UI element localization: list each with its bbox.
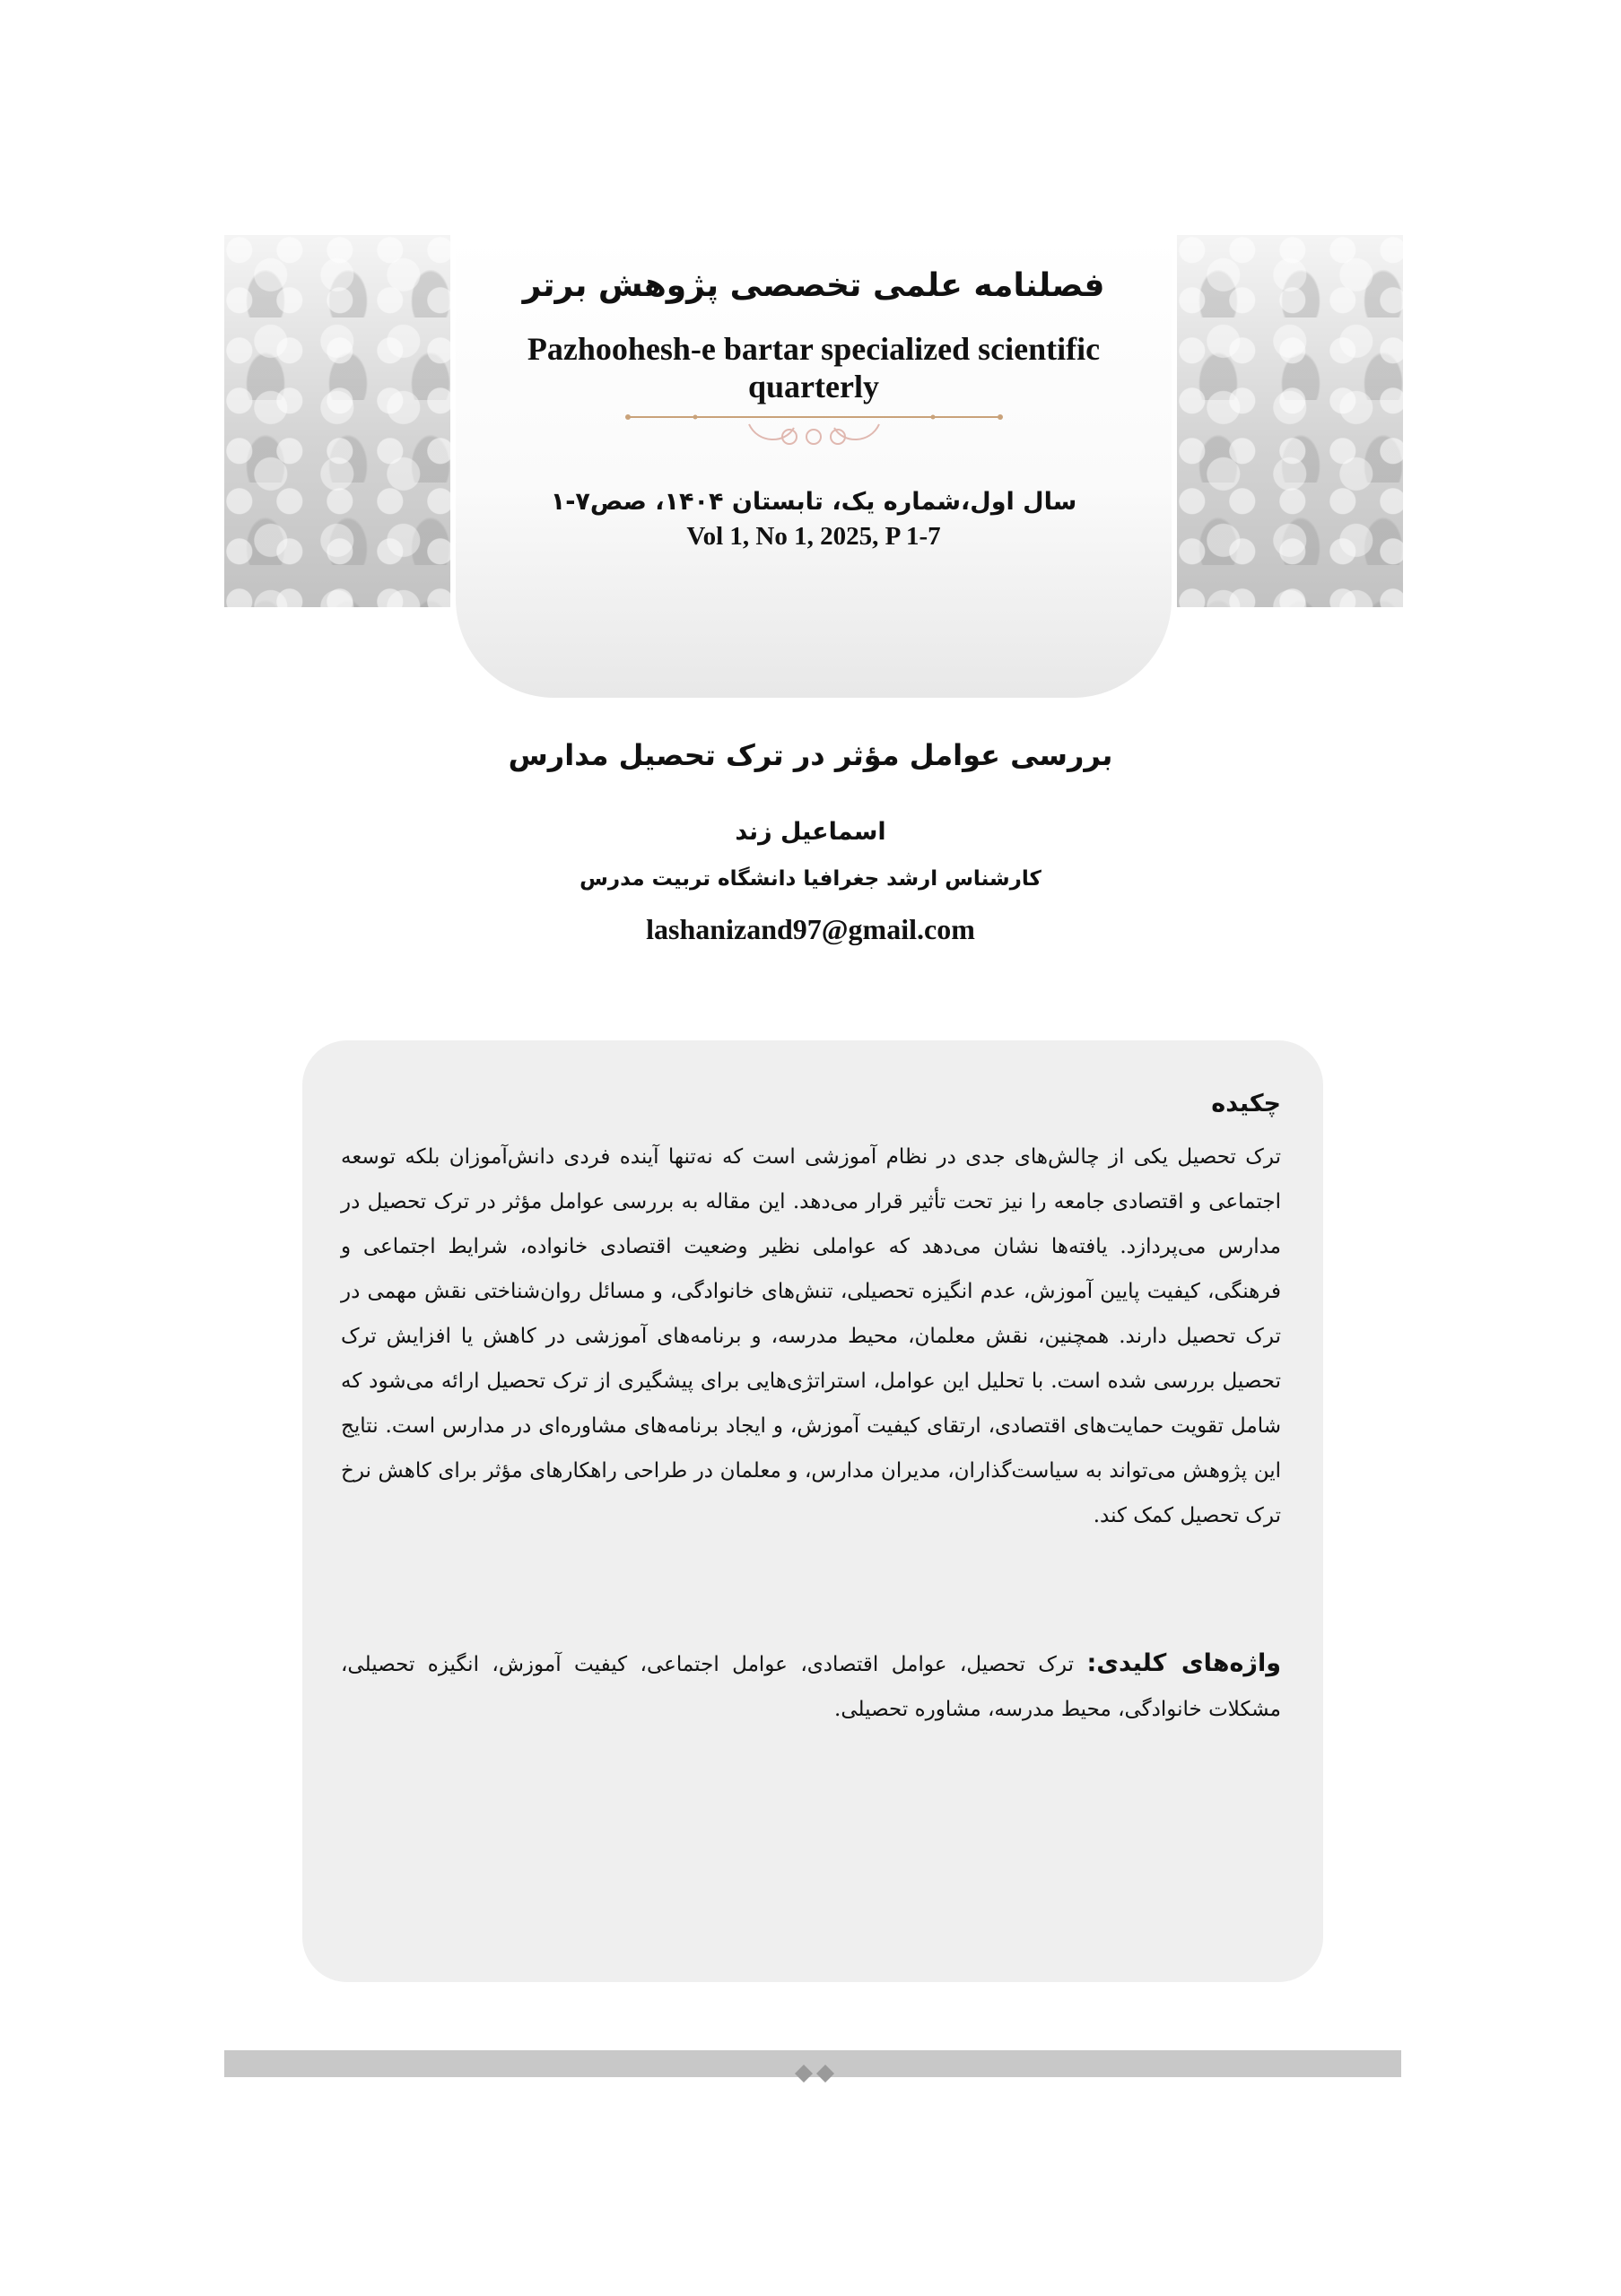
author-email: lashanizand97@gmail.com (646, 913, 975, 945)
decorative-floral-panel-left (224, 235, 450, 607)
issue-info-en: Vol 1, No 1, 2025, P 1-7 (686, 522, 941, 551)
abstract-body: ترک تحصیل یکی از چالش‌های جدی در نظام آموزشی است که نه‌تنها آینده فردی دانش‌آموزان بلکه توسعه اجتماعی و اقتصادی جامعه را نیز تحت تأثیر قرار می‌دهد. این مقاله به بررسی عوامل مؤثر در ترک تحصیل در مدارس می‌پردازد. یافته‌ها نشان می‌دهد که عواملی نظیر وضعیت اقتصادی خانواده، شرایط اجتماعی و فرهنگی، کیفیت پایین آموزش، عدم انگیزه تحصیلی، تنش‌های خانوادگی، و مسائل روان‌شناختی نقش مهمی در ترک تحصیل دارند. همچنین، نقش معلمان، محیط مدرسه، و برنامه‌های آموزشی در کاهش یا افزایش ترک تحصیل بررسی شده است. با تحلیل این عوامل، استراتژی‌هایی برای پیشگیری از ترک تحصیل ارائه می‌شود که شامل تقویت حمایت‌های اقتصادی، ارتقای کیفیت آموزش، و ایجاد برنامه‌های مشاوره‌ای در مدارس است. نتایج این پژوهش می‌تواند به سیاست‌گذاران، مدیران مدارس، و معلمان در طراحی راهکارهای مؤثر برای کاهش نرخ ترک تحصیل کمک کند. (341, 1145, 1282, 1527)
article-title: بررسی عوامل مؤثر در ترک تحصیل مدارس (508, 738, 1113, 772)
author-name: اسماعیل زند (735, 818, 886, 846)
author-affiliation: کارشناس ارشد جغرافیا دانشگاه تربیت مدرس (580, 867, 1041, 891)
keywords-section (341, 1641, 1281, 1732)
keywords-label: واژه‌های کلیدی: (1086, 1649, 1281, 1677)
header-banner (456, 235, 1172, 698)
journal-title-fa: فصلنامه علمی تخصصی پژوهش برتر (522, 267, 1105, 304)
abstract-heading: چکیده (1211, 1090, 1281, 1118)
footer-divider-icon (224, 2043, 1401, 2097)
decorative-floral-panel-right (1177, 235, 1403, 607)
keywords-text: ترک تحصیل، عوامل اقتصادی، عوامل اجتماعی، کیفیت آموزش، انگیزه تحصیلی، مشکلات خانوادگی، محیط مدرسه، مشاوره تحصیلی. (341, 1653, 1281, 1721)
journal-title-en: Pazhoohesh-e bartar specialized scientific quarterly (527, 331, 1101, 404)
ornament-divider-icon (623, 408, 1005, 453)
issue-info-fa: سال اول،شماره یک، تابستان ۱۴۰۴، صص۷-۱ (550, 488, 1077, 516)
